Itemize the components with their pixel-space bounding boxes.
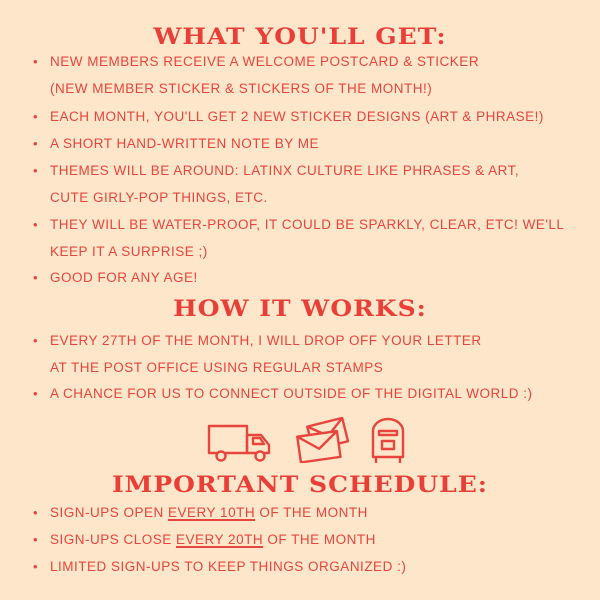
item-text [50,530,376,550]
bullet: • [33,163,39,178]
bullet: • [33,270,39,285]
item-text-emphasis: EVERY 10TH [168,505,256,520]
bullet: • [33,54,39,69]
envelope-icon [293,417,355,463]
heading-how-it-works: HOW IT WORKS: [173,295,427,322]
truck-icon [206,423,274,463]
item-text-post: OF THE MONTH [263,532,376,547]
item-text: GOOD FOR ANY AGE! [50,270,198,285]
item-text: THEMES WILL BE AROUND: LATINX CULTURE LIKE PHRASES & ART, [50,163,520,178]
item-text: EACH MONTH, YOU'LL GET 2 NEW STICKER DESIGNS (ART & PHRASE!) [50,109,544,124]
mailbox-icon [368,417,408,467]
item-text: EVERY 27TH OF THE MONTH, I WILL DROP OFF YOUR LETTER [50,333,482,348]
item-text: LIMITED SIGN-UPS TO KEEP THINGS ORGANIZED :) [50,559,407,574]
bullet: • [33,217,39,232]
heading-what-youll-get: WHAT YOU'LL GET: [153,23,447,50]
bullet: • [33,136,39,151]
item-text-post: OF THE MONTH [255,505,368,520]
item-text [50,503,368,523]
item-text-line2: (NEW MEMBER STICKER & STICKERS OF THE MONTH!) [50,81,433,96]
item-text-pre: SIGN-UPS OPEN [50,505,169,520]
bullet: • [33,386,39,401]
bullet: • [33,532,39,547]
bullet: • [33,559,39,574]
item-text-line2: CUTE GIRLY-POP THINGS, ETC. [50,190,268,205]
item-text: A SHORT HAND-WRITTEN NOTE BY ME [50,136,320,151]
item-text-pre: SIGN-UPS CLOSE [50,532,177,547]
bullet: • [33,505,39,520]
bullet: • [33,333,39,348]
item-text-line2: KEEP IT A SURPRISE ;) [50,244,208,259]
item-text-emphasis: EVERY 20TH [176,532,264,547]
item-text: A CHANCE FOR US TO CONNECT OUTSIDE OF THE DIGITAL WORLD :) [50,386,533,401]
item-text: NEW MEMBERS RECEIVE A WELCOME POSTCARD & STICKER [50,54,480,69]
bullet: • [33,109,39,124]
heading-important-schedule: IMPORTANT SCHEDULE: [111,471,489,498]
mail-icons [0,417,600,467]
item-text-line2: AT THE POST OFFICE USING REGULAR STAMPS [50,360,384,375]
item-text: THEY WILL BE WATER-PROOF, IT COULD BE SPARKLY, CLEAR, ETC! WE'LL [50,217,565,232]
